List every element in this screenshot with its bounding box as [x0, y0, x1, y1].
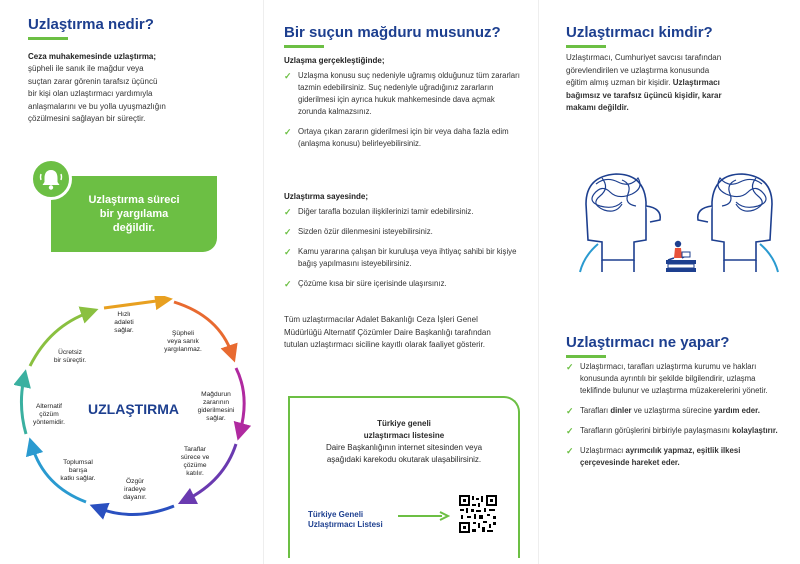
- list-item-text: Tarafları: [580, 406, 611, 415]
- cycle-line: sağlar.: [206, 415, 226, 422]
- list-item-text: Uzlaştırmacı: [580, 446, 626, 455]
- cycle-line: veya sanık: [167, 338, 199, 345]
- intro-line: şüpheli ile sanık ile mağdur veya: [28, 64, 144, 73]
- lead-text: Uzlaştırma sayesinde;: [284, 192, 369, 201]
- section-title: Bir suçun mağduru musunuz?: [284, 24, 501, 41]
- column-divider: [538, 0, 539, 564]
- definition-bold: makamı değildir.: [566, 103, 629, 112]
- link-line: Türkiye Geneli: [308, 510, 364, 519]
- check-icon: ✓: [284, 227, 292, 237]
- section-title: Uzlaştırmacı ne yapar?: [566, 334, 730, 351]
- link-line: Uzlaştırmacı Listesi: [308, 520, 383, 529]
- cycle-item: [170, 446, 220, 478]
- cycle-line: katkı sağlar.: [60, 475, 96, 482]
- section-title: Uzlaştırmacı kimdir?: [566, 24, 713, 41]
- intro-bold: Ceza muhakemesinde uzlaştırma;: [28, 52, 157, 61]
- check-icon: ✓: [284, 71, 292, 81]
- registry-paragraph: Tüm uzlaştırmacılar Adalet Bakanlığı Ceza İşleri Genel Müdürlüğü Alternatif Çözümler Daire Başkanlığı tarafından tutulan uzlaştırmacı siciline kayıtlı olarak faaliyet gösterir.: [284, 315, 491, 349]
- cycle-line: Mağdurun: [201, 391, 231, 398]
- cycle-line: Ücretsiz: [58, 349, 82, 356]
- benefit-list: [284, 70, 520, 158]
- cycle-line: çözüme: [183, 462, 207, 469]
- list-item-bold: yardım eder.: [713, 406, 760, 415]
- cycle-line: dayanır.: [123, 494, 147, 501]
- list-item: [284, 70, 520, 118]
- definition-bold: Uzlaştırmacı: [672, 78, 720, 87]
- lead-text: Uzlaşma gerçekleştiğinde;: [284, 56, 385, 65]
- cycle-line: sağlar.: [114, 327, 134, 334]
- list-item: [566, 405, 788, 417]
- list-item-bold: kolaylaştırır.: [732, 426, 778, 435]
- list-item-text: Uzlaşma konusu suç nedeniyle uğramış olduğunuz tüm zararları tazmin edebilirsiniz. Suç nedeniyle uğradığınız zararların giderilmesi için ayrıca hukuk mahkemesinde dava açmak zorunda kalmazsınız.: [298, 71, 520, 116]
- cycle-item: [42, 349, 98, 365]
- cycle-line: zararının: [202, 399, 230, 406]
- check-icon: ✓: [284, 247, 292, 257]
- list-item-text: Ortaya çıkan zararın giderilmesi için bir veya daha fazla edim (anlaşma konusu) belirleyebilirsiniz.: [298, 127, 509, 148]
- arrow-right-icon: [398, 511, 450, 521]
- intro-line: bir kişi olan uzlaştırmacı yardımıyla: [28, 89, 153, 98]
- title-underline: [28, 37, 68, 40]
- list-item: [284, 126, 520, 150]
- list-item-bold: dinler: [610, 406, 632, 415]
- list-item-bold: ayrımcılık yapmaz, eşitlik ilkesi çerçevesinde hareket eder.: [580, 446, 741, 467]
- cycle-line: barışa: [68, 467, 88, 474]
- cycle-line: yargılanmaz.: [164, 346, 202, 353]
- list-item: [284, 278, 520, 290]
- cycle-line: Toplumsal: [63, 459, 93, 466]
- list-item: [566, 425, 788, 437]
- list-title: Türkiye geneli: [377, 419, 431, 428]
- cycle-item: [20, 403, 78, 427]
- list-item: [566, 361, 788, 397]
- intro-line: anlaşmalarını ve bu yolla uyuşmazlığın: [28, 101, 166, 111]
- title-underline: [284, 45, 324, 48]
- definition-bold: bağımsız ve tarafsız üçüncü kişidir, karar: [566, 90, 722, 100]
- list-item-text: Sizden özür dilenmesini isteyebilirsiniz.: [298, 227, 433, 236]
- box-line: Uzlaştırma süreci: [88, 194, 180, 206]
- list-item: [284, 206, 520, 218]
- check-icon: ✓: [566, 362, 574, 372]
- box-line: değildir.: [112, 222, 156, 234]
- list-item-text: Kamu yararına çalışan bir kuruluşa veya ihtiyaç sahibi bir kişiye bağış yapılmasını isteyebilirsiniz.: [298, 247, 517, 268]
- definition-line: eğitim almış uzman bir kişidir.: [566, 78, 671, 87]
- list-item: [566, 445, 788, 469]
- title-underline: [566, 45, 606, 48]
- cycle-line: bir süreçtir.: [53, 357, 87, 364]
- cycle-line: Özgür: [126, 478, 144, 485]
- intro-line: suçtan zarar görenin tarafsız üçüncü: [28, 76, 158, 86]
- cycle-item: [104, 311, 144, 335]
- list-item-text: Uzlaştırmacı, tarafları uzlaştırma kurumu ve hakları konusunda ayrıntılı bir şekilde bilgilendirir, uzlaşma teklifinde bulunur ve uzlaştırma müzakerelerini yönetir.: [580, 362, 768, 395]
- duties-list: [566, 361, 788, 477]
- list-item-text: Tarafların görüşlerini birbiriyle paylaşmasını: [580, 426, 733, 435]
- definition-line: Uzlaştırmacı, Cumhuriyet savcısı tarafından: [566, 53, 722, 62]
- column-divider: [263, 0, 264, 564]
- mediator-definition: [566, 52, 796, 115]
- intro-line: çözülmesini sağlayan bir süreçtir.: [28, 114, 146, 123]
- list-item-text: Çözüme kısa bir süre içerisinde ulaşırsınız.: [298, 279, 447, 288]
- cycle-item: [50, 459, 106, 483]
- panel-who-is-mediator: [548, 0, 800, 564]
- check-icon: ✓: [284, 207, 292, 217]
- not-a-trial-box: [51, 176, 217, 252]
- box-line: bir yargılama: [99, 208, 169, 220]
- check-icon: ✓: [284, 279, 292, 289]
- check-icon: ✓: [566, 406, 574, 416]
- check-icon: ✓: [284, 127, 292, 137]
- section-title: Uzlaştırma nedir?: [28, 16, 154, 33]
- cycle-line: iradeye: [124, 486, 146, 493]
- list-item: [284, 246, 520, 270]
- cycle-line: Hızlı: [117, 311, 131, 318]
- qr-code-icon[interactable]: [458, 494, 498, 534]
- benefit-list: [284, 206, 520, 298]
- mediator-list-link[interactable]: [308, 510, 383, 530]
- cycle-item: [112, 478, 158, 502]
- list-item-text: ve uzlaştırma sürecine: [631, 406, 714, 415]
- bell-icon: [30, 158, 72, 200]
- cycle-line: adaleti: [114, 319, 134, 326]
- cycle-center-label: UZLAŞTIRMA: [88, 401, 179, 417]
- list-title: uzlaştırmacı listesine: [363, 431, 445, 440]
- cycle-line: çözüm: [39, 411, 59, 418]
- list-description: Daire Başkanlığının internet sitesinden veya aşağıdaki karekodu okutarak ulaşabilirsiniz.: [325, 443, 483, 464]
- cycle-line: giderilmesini: [197, 407, 235, 414]
- title-underline: [566, 355, 606, 358]
- cycle-item: [186, 391, 246, 423]
- mediator-illustration: [572, 160, 786, 278]
- cycle-line: sürece ve: [180, 454, 210, 461]
- mediator-list-info: [288, 418, 520, 466]
- check-icon: ✓: [566, 446, 574, 456]
- check-icon: ✓: [566, 426, 574, 436]
- list-item-text: Diğer tarafla bozulan ilişkilerinizi tamir edebilirsiniz.: [298, 207, 474, 216]
- list-item: [284, 226, 520, 238]
- cycle-line: Alternatif: [35, 403, 63, 410]
- panel-what-is-mediation: [0, 0, 262, 564]
- intro-text: [28, 63, 258, 126]
- cycle-line: yöntemidir.: [33, 419, 65, 426]
- cycle-line: katılır.: [186, 470, 204, 477]
- cycle-item: [152, 330, 214, 354]
- cycle-line: Şüpheli: [172, 330, 194, 337]
- cycle-line: Taraflar: [184, 446, 206, 453]
- definition-line: görevlendirilen ve uzlaştırma konusunda: [566, 65, 710, 75]
- panel-are-you-a-victim: [268, 0, 530, 564]
